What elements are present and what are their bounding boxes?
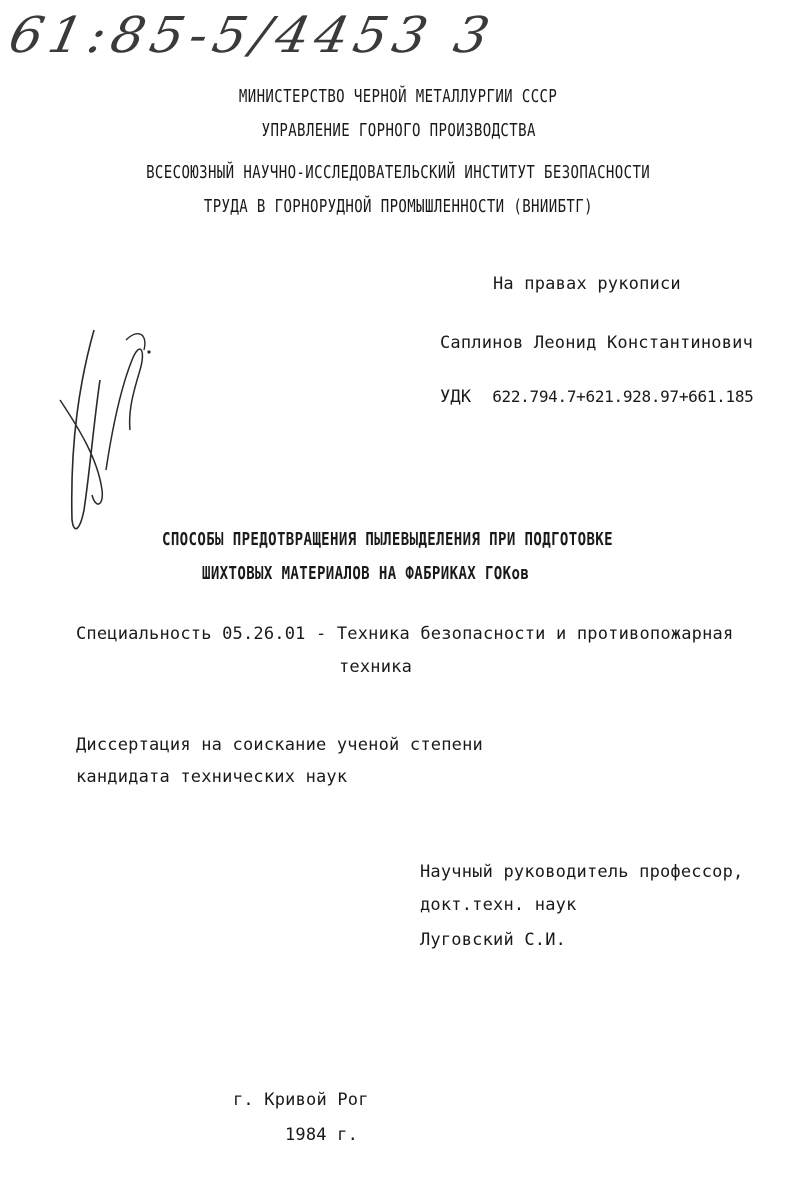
- supervisor-name: Луговский С.И.: [420, 930, 567, 950]
- udk-label: УДК: [440, 387, 472, 407]
- supervisor-line2: докт.техн. наук: [420, 895, 577, 915]
- specialty-line2: техника: [339, 657, 413, 677]
- specialty-line1: Специальность 05.26.01 - Техника безопасности и противопожарная: [76, 624, 734, 644]
- dissertation-title-line1: СПОСОБЫ ПРЕДОТВРАЩЕНИЯ ПЫЛЕВЫДЕЛЕНИЯ ПРИ ПОДГОТОВКЕ: [162, 529, 613, 550]
- footer-city: г. Кривой Рог: [233, 1090, 369, 1110]
- manuscript-note: На правах рукописи: [493, 274, 681, 294]
- udk-line: [440, 387, 754, 407]
- dissertation-title-line2: ШИХТОВЫХ МАТЕРИАЛОВ НА ФАБРИКАХ ГОКов: [202, 563, 530, 584]
- header-institute: ВСЕСОЮЗНЫЙ НАУЧНО-ИССЛЕДОВАТЕЛЬСКИЙ ИНСТИТУТ БЕЗОПАСНОСТИ: [146, 162, 651, 183]
- udk-value: 622.794.7+621.928.97+661.185: [492, 387, 754, 406]
- archive-handwritten-note: 61:85-5/4453 3: [3, 7, 501, 65]
- footer-year: 1984 г.: [285, 1125, 359, 1145]
- header-institute-cont: ТРУДА В ГОРНОРУДНОЙ ПРОМЫШЛЕННОСТИ (ВНИИБТГ): [203, 196, 594, 217]
- header-department: УПРАВЛЕНИЕ ГОРНОГО ПРОИЗВОДСТВА: [261, 120, 536, 141]
- signature-mark: [50, 320, 160, 550]
- degree-line1: Диссертация на соискание ученой степени: [76, 735, 483, 755]
- supervisor-line1: Научный руководитель профессор,: [420, 862, 744, 882]
- author-name: Саплинов Леонид Константинович: [440, 333, 754, 353]
- header-ministry: МИНИСТЕРСТВО ЧЕРНОЙ МЕТАЛЛУРГИИ СССР: [239, 86, 558, 107]
- degree-line2: кандидата технических наук: [76, 767, 348, 787]
